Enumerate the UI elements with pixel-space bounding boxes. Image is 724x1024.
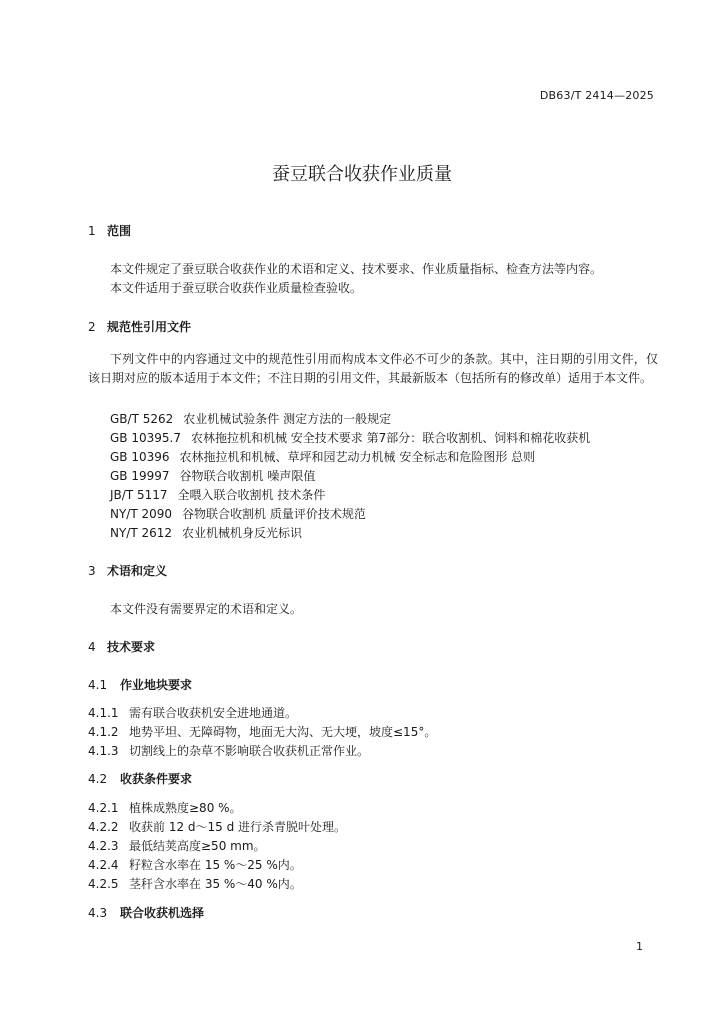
subsection-title: 收获条件要求 xyxy=(120,772,193,786)
section-3-heading xyxy=(88,562,167,579)
section-number: 1 xyxy=(88,224,96,238)
clause-text: 切割线上的杂草不影响联合收获机正常作业。 xyxy=(129,744,370,758)
reference-item xyxy=(110,410,391,427)
reference-title: 全喂入联合收割机 技术条件 xyxy=(177,488,326,502)
reference-title: 农业机械试验条件 测定方法的一般规定 xyxy=(183,412,392,426)
clause-text: 茎秆含水率在 35 %～40 %内。 xyxy=(129,877,302,891)
reference-title: 谷物联合收割机 噪声限值 xyxy=(179,469,316,483)
clause-item xyxy=(88,875,302,892)
subsection-title: 作业地块要求 xyxy=(120,678,193,692)
reference-item xyxy=(110,467,315,484)
paragraph: 本文件规定了蚕豆联合收获作业的术语和定义、技术要求、作业质量指标、检查方法等内容。 xyxy=(110,262,603,276)
reference-code: GB 19997 xyxy=(110,469,170,483)
section-title: 规范性引用文件 xyxy=(107,320,192,334)
subsection-number: 4.3 xyxy=(88,906,108,920)
paragraph: 本文件没有需要界定的术语和定义。 xyxy=(110,602,303,616)
clause-text: 籽粒含水率在 15 %～25 %内。 xyxy=(129,858,302,872)
clause-item xyxy=(88,837,266,854)
section-1-heading xyxy=(88,222,131,239)
section-4-heading xyxy=(88,638,155,655)
paragraph: 本文件适用于蚕豆联合收获作业质量检查验收。 xyxy=(110,281,363,295)
reference-code: JB/T 5117 xyxy=(110,488,168,502)
subsection-number: 4.1 xyxy=(88,678,108,692)
clause-item xyxy=(88,723,436,740)
clause-number: 4.2.5 xyxy=(88,877,119,891)
clause-item xyxy=(88,818,346,835)
clause-number: 4.1.1 xyxy=(88,706,119,720)
clause-item xyxy=(88,799,242,816)
subsection-4-3-heading xyxy=(88,904,204,921)
clause-text: 地势平坦、无障碍物，地面无大沟、无大埂，坡度≤15°。 xyxy=(129,725,437,739)
reference-item xyxy=(110,505,366,522)
subsection-4-2-heading xyxy=(88,770,192,787)
reference-title: 谷物联合收割机 质量评价技术规范 xyxy=(182,507,366,521)
reference-item xyxy=(110,486,325,503)
clause-text: 植株成熟度≥80 %。 xyxy=(129,801,242,815)
section-title: 术语和定义 xyxy=(107,564,168,578)
reference-code: GB 10395.7 xyxy=(110,431,181,445)
paragraph-intro: 下列文件中的内容通过文中的规范性引用而构成本文件必不可少的条款。其中，注日期的引用文件，仅该日期对应的版本适用于本文件；不注日期的引用文件，其最新版本（包括所有的修改单）适用于本文件。 xyxy=(88,352,658,386)
section-title: 范围 xyxy=(107,224,132,238)
clause-item xyxy=(88,856,302,873)
section-title: 技术要求 xyxy=(107,640,156,654)
page-number: 1 xyxy=(636,940,643,953)
document-title: 蚕豆联合收获作业质量 xyxy=(272,164,452,185)
clause-item xyxy=(88,742,369,759)
reference-item xyxy=(110,524,302,541)
reference-item xyxy=(110,448,535,465)
reference-title: 农业机械机身反光标识 xyxy=(182,526,303,540)
reference-title: 农林拖拉机和机械 安全技术要求 第7部分：联合收割机、饲料和棉花收获机 xyxy=(190,431,591,445)
clause-text: 收获前 12 d～15 d 进行杀青脱叶处理。 xyxy=(129,820,347,834)
clause-text: 最低结荚高度≥50 mm。 xyxy=(129,839,266,853)
section-number: 4 xyxy=(88,640,96,654)
reference-code: GB/T 5262 xyxy=(110,412,174,426)
standard-number: DB63/T 2414—2025 xyxy=(539,89,654,102)
reference-code: NY/T 2612 xyxy=(110,526,173,540)
subsection-4-1-heading xyxy=(88,676,192,693)
clause-number: 4.2.2 xyxy=(88,820,119,834)
clause-number: 4.1.2 xyxy=(88,725,119,739)
clause-number: 4.2.4 xyxy=(88,858,119,872)
reference-code: GB 10396 xyxy=(110,450,170,464)
clause-number: 4.1.3 xyxy=(88,744,119,758)
section-number: 2 xyxy=(88,320,96,334)
clause-number: 4.2.3 xyxy=(88,839,119,853)
clause-number: 4.2.1 xyxy=(88,801,119,815)
clause-item xyxy=(88,704,297,721)
reference-title: 农林拖拉机和机械、草坪和园艺动力机械 安全标志和危险图形 总则 xyxy=(179,450,536,464)
clause-text: 需有联合收获机安全进地通道。 xyxy=(129,706,298,720)
subsection-number: 4.2 xyxy=(88,772,108,786)
reference-item xyxy=(110,429,590,446)
section-number: 3 xyxy=(88,564,96,578)
section-2-heading xyxy=(88,318,191,335)
reference-code: NY/T 2090 xyxy=(110,507,173,521)
subsection-title: 联合收获机选择 xyxy=(120,906,205,920)
